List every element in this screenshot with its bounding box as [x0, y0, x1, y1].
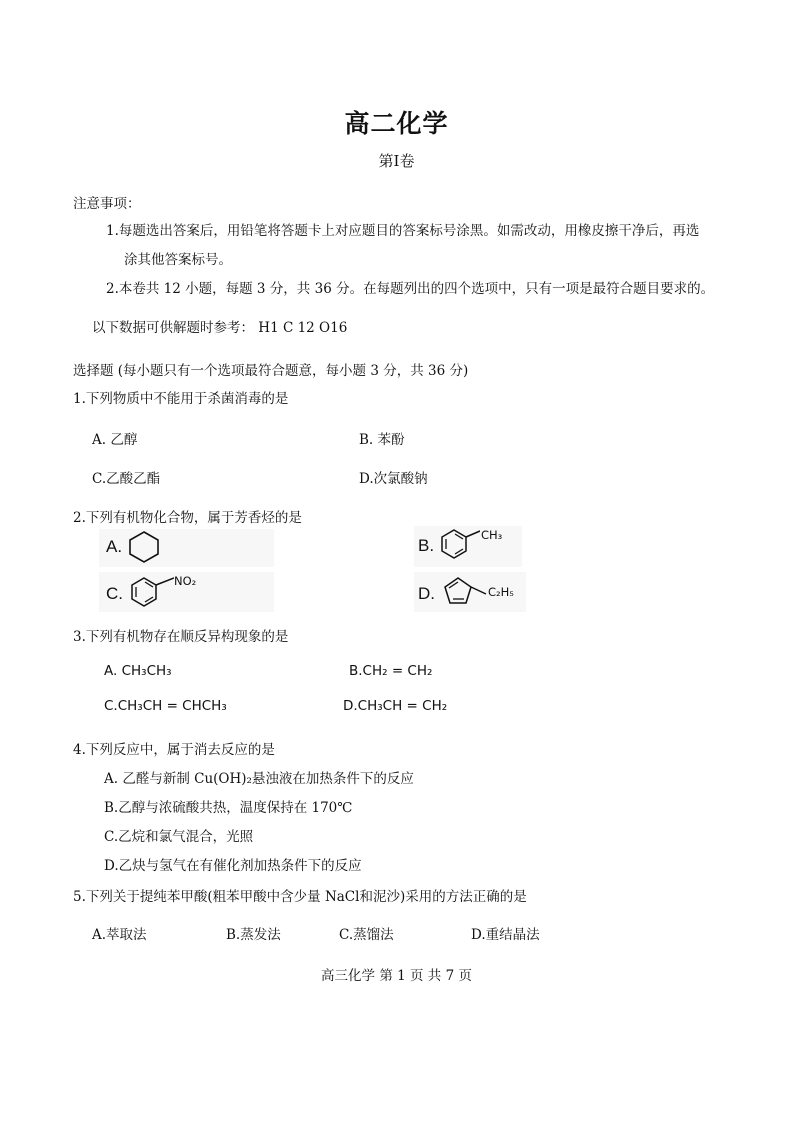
question-4-option-a: A. 乙醛与新制 Cu(OH)₂悬浊液在加热条件下的反应	[104, 771, 414, 787]
question-5-stem: 5.下列关于提纯苯甲酸(粗苯甲酸中含少量 NaCl和泥沙)采用的方法正确的是	[73, 889, 527, 905]
question-3-stem: 3.下列有机物存在顺反异构现象的是	[73, 629, 289, 645]
question-1-stem: 1.下列物质中不能用于杀菌消毒的是	[73, 391, 289, 407]
question-4-stem: 4.下列反应中，属于消去反应的是	[73, 742, 275, 758]
question-3-option-b: B.CH₂ = CH₂	[349, 663, 433, 679]
question-1-option-c: C.乙酸乙酯	[92, 471, 161, 487]
question-5-option-c: C.蒸馏法	[339, 927, 394, 943]
page-title: 高二化学	[344, 109, 449, 138]
ethyl-cyclopentadiene-structure-icon	[442, 575, 488, 609]
question-1-option-a: A. 乙醇	[92, 432, 138, 448]
ethyl-group-label: C₂H₅	[488, 585, 514, 599]
question-2-option-d: D.	[418, 584, 435, 603]
notice-item-1-line-2: 涂其他答案标号。	[124, 252, 232, 268]
question-1-option-b: B. 苯酚	[359, 432, 405, 448]
structure-a-box	[99, 529, 274, 567]
reference-data: 以下数据可供解题时参考： H1 C 12 O16	[92, 320, 348, 336]
nitrobenzene-structure-icon	[130, 573, 174, 611]
question-5-option-d: D.重结晶法	[471, 927, 540, 943]
question-2-option-c: C.	[106, 584, 123, 603]
nitro-group-label: NO₂	[174, 574, 197, 588]
question-3-option-d: D.CH₃CH = CH₂	[343, 698, 448, 714]
toluene-structure-icon	[440, 527, 480, 565]
question-4-option-c: C.乙烷和氯气混合，光照	[104, 829, 254, 845]
question-5-option-a: A.萃取法	[92, 927, 147, 943]
methyl-group-label: CH₃	[481, 528, 503, 542]
question-2-stem: 2.下列有机物化合物，属于芳香烃的是	[73, 510, 302, 526]
page-subtitle: 第Ⅰ卷	[378, 152, 415, 170]
notice-item-2: 2.本卷共 12 小题，每题 3 分，共 36 分。在每题列出的四个选项中，只有一项是最符合题目要求的。	[106, 281, 715, 297]
question-2-option-b: B.	[418, 536, 435, 555]
question-2-option-a: A.	[106, 537, 123, 556]
question-3-option-a: A. CH₃CH₃	[104, 663, 172, 679]
question-4-option-d: D.乙炔与氢气在有催化剂加热条件下的反应	[104, 858, 362, 874]
section-heading: 选择题 (每小题只有一个选项最符合题意，每小题 3 分，共 36 分)	[73, 363, 469, 379]
page-footer: 高三化学 第 1 页 共 7 页	[321, 968, 472, 984]
question-1-option-d: D.次氯酸钠	[359, 471, 428, 487]
question-4-option-b: B.乙醇与浓硫酸共热，温度保持在 170℃	[104, 800, 353, 816]
question-3-option-c: C.CH₃CH = CHCH₃	[104, 698, 227, 714]
cyclohexane-structure-icon	[128, 530, 160, 564]
question-5-option-b: B.蒸发法	[226, 927, 281, 943]
notice-item-1-line-1: 1.每题选出答案后，用铅笔将答题卡上对应题目的答案标号涂黑。如需改动，用橡皮擦干净后，再选	[106, 223, 700, 239]
notice-heading: 注意事项：	[73, 196, 141, 212]
